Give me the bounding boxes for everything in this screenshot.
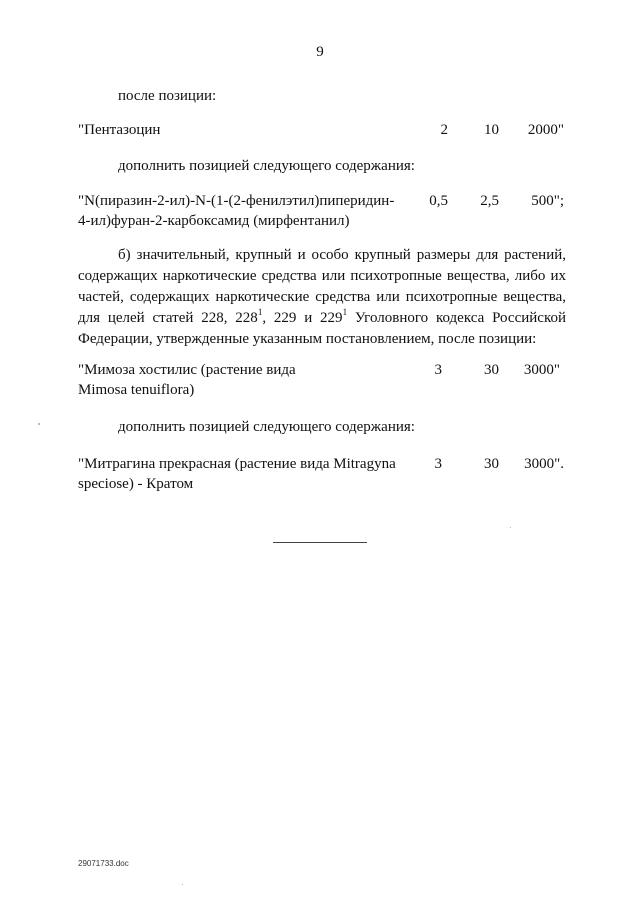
intro-add-position-2: дополнить позицией следующего содержания: [118, 419, 415, 435]
row-mimosa-col3: 3000" [523, 362, 560, 378]
page-number: 9 [316, 44, 324, 60]
paragraph-b-line5: Федерации, утвержденные указанным постановлением, после позиции: [78, 331, 537, 347]
row-mirfentanil-col1: 0,5 [429, 193, 448, 209]
row-kratom-col2: 30 [484, 456, 499, 472]
paragraph-b-line4-part3: Уголовного кодекса Российской [347, 310, 566, 326]
row-mirfentanil-col2: 2,5 [480, 193, 499, 209]
superscript-2: 1 [342, 307, 348, 317]
paragraph-b-line4-part2: , 229 и 229 [262, 310, 343, 326]
footer-doc-id: 29071733.doc [78, 859, 129, 868]
scan-speck [182, 884, 183, 885]
paragraph-b [78, 245, 566, 350]
row-mimosa-col2: 30 [484, 362, 499, 378]
paragraph-b-line1: б) значительный, крупный и особо крупный размеры для растений, [118, 247, 566, 263]
row-pentazocine-col1: 2 [440, 122, 448, 138]
intro-add-position: дополнить позицией следующего содержания: [118, 158, 415, 174]
row-mimosa-name-line2: Mimosa tenuiflora) [78, 382, 195, 398]
scan-speck [510, 527, 511, 528]
row-mirfentanil-name-line1: "N(пиразин-2-ил)-N-(1-(2-фенилэтил)пиперидин- [78, 193, 395, 209]
intro-after-position: после позиции: [118, 88, 217, 104]
row-kratom-col3: 3000". [524, 456, 564, 472]
paragraph-b-line3: частей, содержащих наркотические средства или психотропные вещества, [78, 289, 566, 305]
scan-speck [38, 423, 40, 425]
row-mirfentanil-col3: 500"; [531, 193, 564, 209]
paragraph-b-line4-part1: для целей статей 228, 228 [78, 310, 258, 326]
row-pentazocine-name: "Пентазоцин [78, 122, 161, 138]
paragraph-b-line2: содержащих наркотические средства или психотропные вещества, либо их [78, 268, 566, 284]
end-divider-line [273, 542, 367, 543]
row-pentazocine-col2: 10 [484, 122, 499, 138]
paragraph-b-line4 [78, 308, 566, 329]
row-kratom-name-line2: speciose) - Кратом [78, 476, 194, 492]
row-kratom-col1: 3 [434, 456, 442, 472]
row-mirfentanil-name-line2: 4-ил)фуран-2-карбоксамид (мирфентанил) [78, 213, 350, 229]
row-kratom-name-line1: "Митрагина прекрасная (растение вида Mitragyna [78, 456, 396, 472]
superscript-1: 1 [257, 307, 263, 317]
row-pentazocine-col3: 2000" [527, 122, 564, 138]
row-mimosa-col1: 3 [434, 362, 442, 378]
row-mimosa-name-line1: "Мимоза хостилис (растение вида [78, 362, 296, 378]
